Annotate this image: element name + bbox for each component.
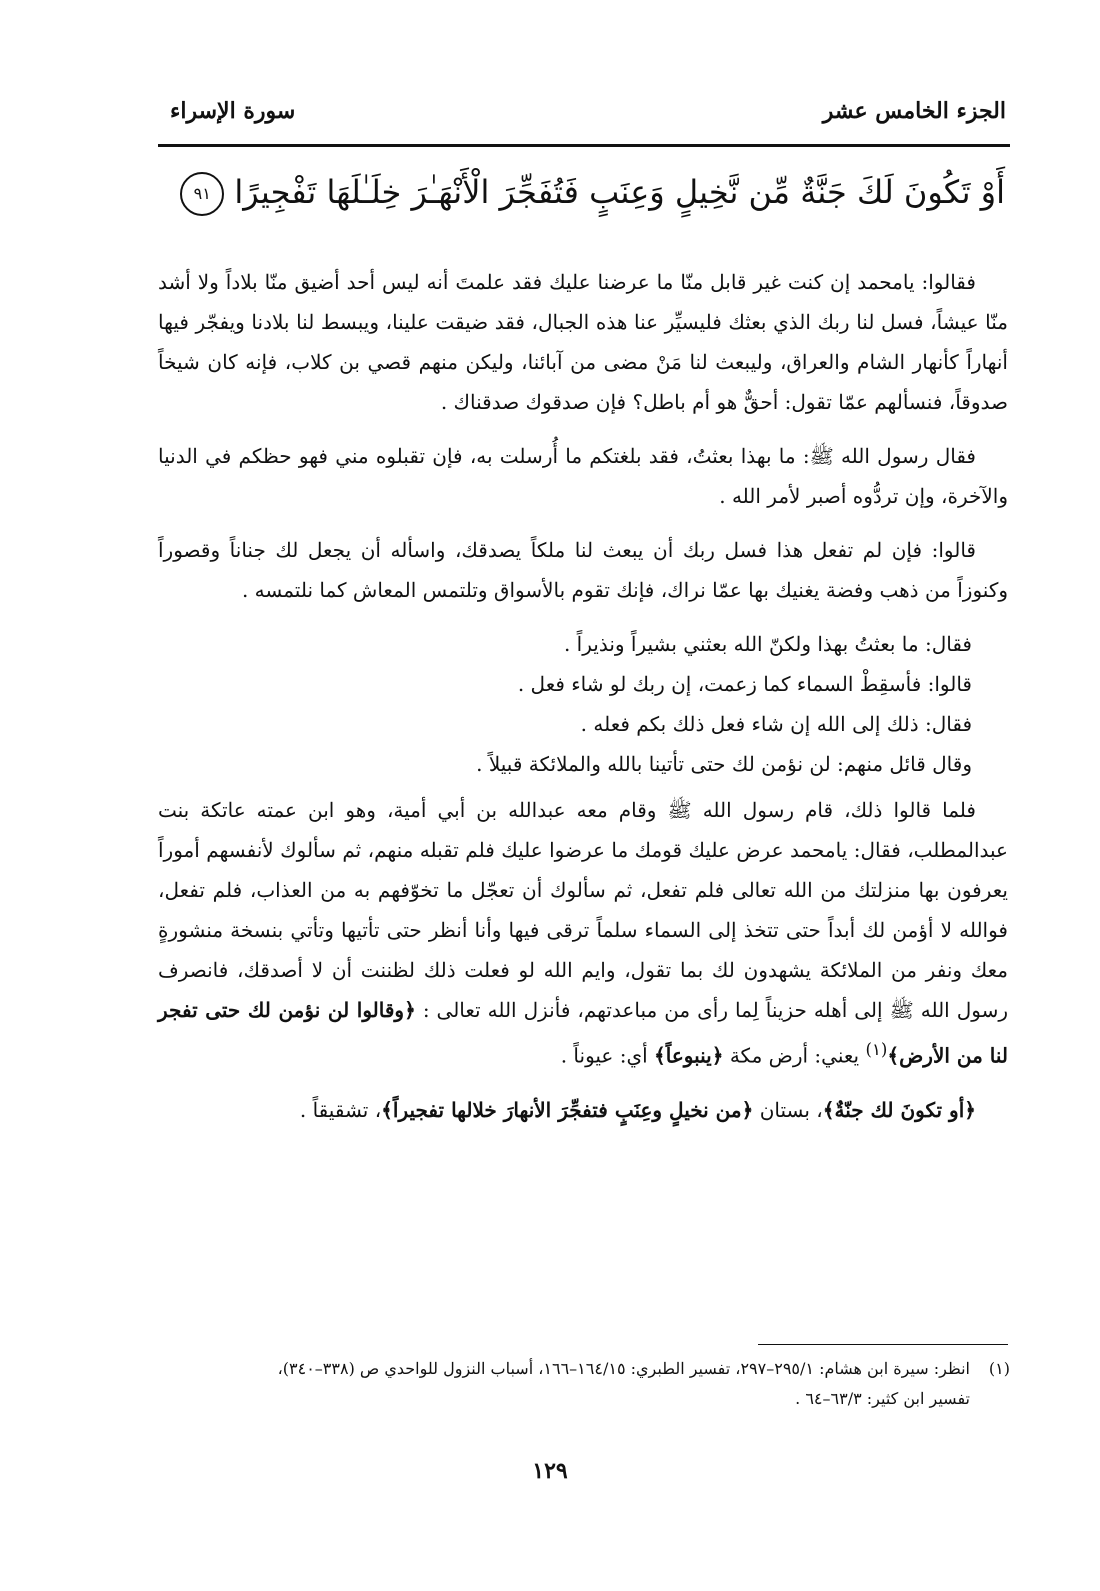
verse-number-marker: ٩١ — [180, 172, 224, 216]
paragraph-text: ، تشقيقاً . — [299, 1097, 382, 1122]
header-rule — [158, 144, 1010, 147]
paragraph-text: فلما قالوا ذلك، قام رسول الله ﷺ وقام معه عبدالله بن أبي أمية، وهو ابن عمته عاتكة بنت عبدالمطلب، فقال: يامحمد عرض عليك قومك ما عرضوا عليك فلم تقبله منهم، ثم سألوك لأنفسهم أموراً يعرفون بها منزلتك من الله تعالى فلم تفعل، ثم سألوك أن تعجّل ما تخوّفهم به من العذاب، فلم تفعل، فوالله لا أؤمن لك أبداً حتى تتخذ إلى السماء سلماً ترقى فيها وأنا أنظر حتى تأتيها وتأتي بنسخة منشورةٍ معك ونفر من الملائكة يشهدون لك بما تقول، وايم الله لو فعلت ذلك لظننت أن لا أصدقك، فانصرف رسول الله ﷺ إلى أهله حزيناً لِما رأى من مباعدتهم، فأنزل الله تعالى : — [158, 798, 1008, 1022]
paragraph: فقال رسول الله ﷺ: ما بهذا بعثتُ، فقد بلغتكم ما أُرسلت به، فإن تقبلوه مني فهو حظكم في الدنيا والآخرة، وإن تردُّوه أصبر لأمر الله . — [158, 444, 1008, 508]
paragraph: قالوا: فإن لم تفعل هذا فسل ربك أن يبعث لنا ملكاً يصدقك، واسأله أن يجعل لك جناناً وقصوراً وكنوزاً من ذهب وفضة يغنيك بها عمّا نراك، فإنك تقوم بالأسواق وتلتمس المعاش كما نلتمسه . — [158, 538, 1008, 602]
running-header — [158, 92, 1006, 132]
paragraph-text: ، بستان — [759, 1097, 823, 1122]
quran-verse — [195, 160, 1005, 224]
page-number: ١٢٩ — [532, 1458, 568, 1484]
dialogue-line: فقال: ذلك إلى الله إن شاء فعل ذلك بكم فعله . — [580, 712, 972, 736]
footnote-reference: (١) — [865, 1040, 888, 1059]
dialogue-line: فقال: ما بعثتُ بهذا ولكنّ الله بعثني بشيراً ونذيراً . — [563, 632, 972, 656]
verse-text: أَوْ تَكُونَ لَكَ جَنَّةٌ مِّن نَّخِيلٍ وَعِنَبٍ فَتُفَجِّرَ الْأَنْهَـٰرَ خِلَـٰلَهَا تَفْجِيرًا — [234, 173, 1005, 211]
main-text — [158, 262, 1008, 1144]
paragraph-text: أي: عيوناً . — [560, 1043, 648, 1068]
footnote-text: تفسير ابن كثير: ٦٣/٣–٦٤ . — [795, 1389, 970, 1408]
quran-quote: ﴿من نخيلٍ وعِنَبٍ فتفجِّرَ الأنهارَ خلالها تفجيراً﴾ — [381, 1097, 754, 1122]
dialogue-line: وقال قائل منهم: لن نؤمن لك حتى تأتينا بالله والملائكة قبيلاً . — [476, 752, 972, 776]
paragraph-text: يعني: أرض مكة — [729, 1043, 860, 1068]
footnote — [170, 1354, 1010, 1414]
paragraph: فقالوا: يامحمد إن كنت غير قابل منّا ما عرضنا عليك فقد علمتَ أنه ليس أحد أضيق منّا بلاداً ولا أشد منّا عيشاً، فسل لنا ربك الذي بعثك فليسيِّر عنا هذه الجبال، فقد ضيقت علينا، ويبسط لنا بلادنا ويفجّر فيها أنهاراً كأنهار الشام والعراق، وليبعث لنا مَنْ مضى من آبائنا، وليكن منهم قصي بن كلاب، فإنه كان شيخاً صدوقاً، فنسألهم عمّا تقول: أحقٌّ هو أم باطل؟ فإن صدقوك صدقناك . — [158, 270, 1008, 414]
quran-quote: ﴿ينبوعاً﴾ — [654, 1043, 724, 1068]
footnote-rule — [758, 1344, 1008, 1345]
footnote-number: (١) — [988, 1359, 1010, 1378]
dialogue-line: قالوا: فأسقِطْ السماء كما زعمت، إن ربك لو شاء فعل . — [517, 672, 972, 696]
footnote-text: انظر: سيرة ابن هشام: ٢٩٥/١–٢٩٧، تفسير الطبري: ١٦٤/١٥–١٦٦، أسباب النزول للواحدي ص (٣٣٨–٣٤٠)، — [277, 1359, 970, 1378]
part-title: الجزء الخامس عشر — [822, 98, 1006, 124]
quran-quote: ﴿وقالوا لن نؤمن لك حتى تفجر لنا من الأرض﴾ — [158, 998, 1008, 1068]
paragraph — [158, 790, 1008, 1076]
quran-quote: ﴿أو تكونَ لك جنّةٌ﴾ — [822, 1097, 976, 1122]
paragraph — [158, 1090, 1008, 1130]
surah-title: سورة الإسراء — [170, 98, 296, 124]
